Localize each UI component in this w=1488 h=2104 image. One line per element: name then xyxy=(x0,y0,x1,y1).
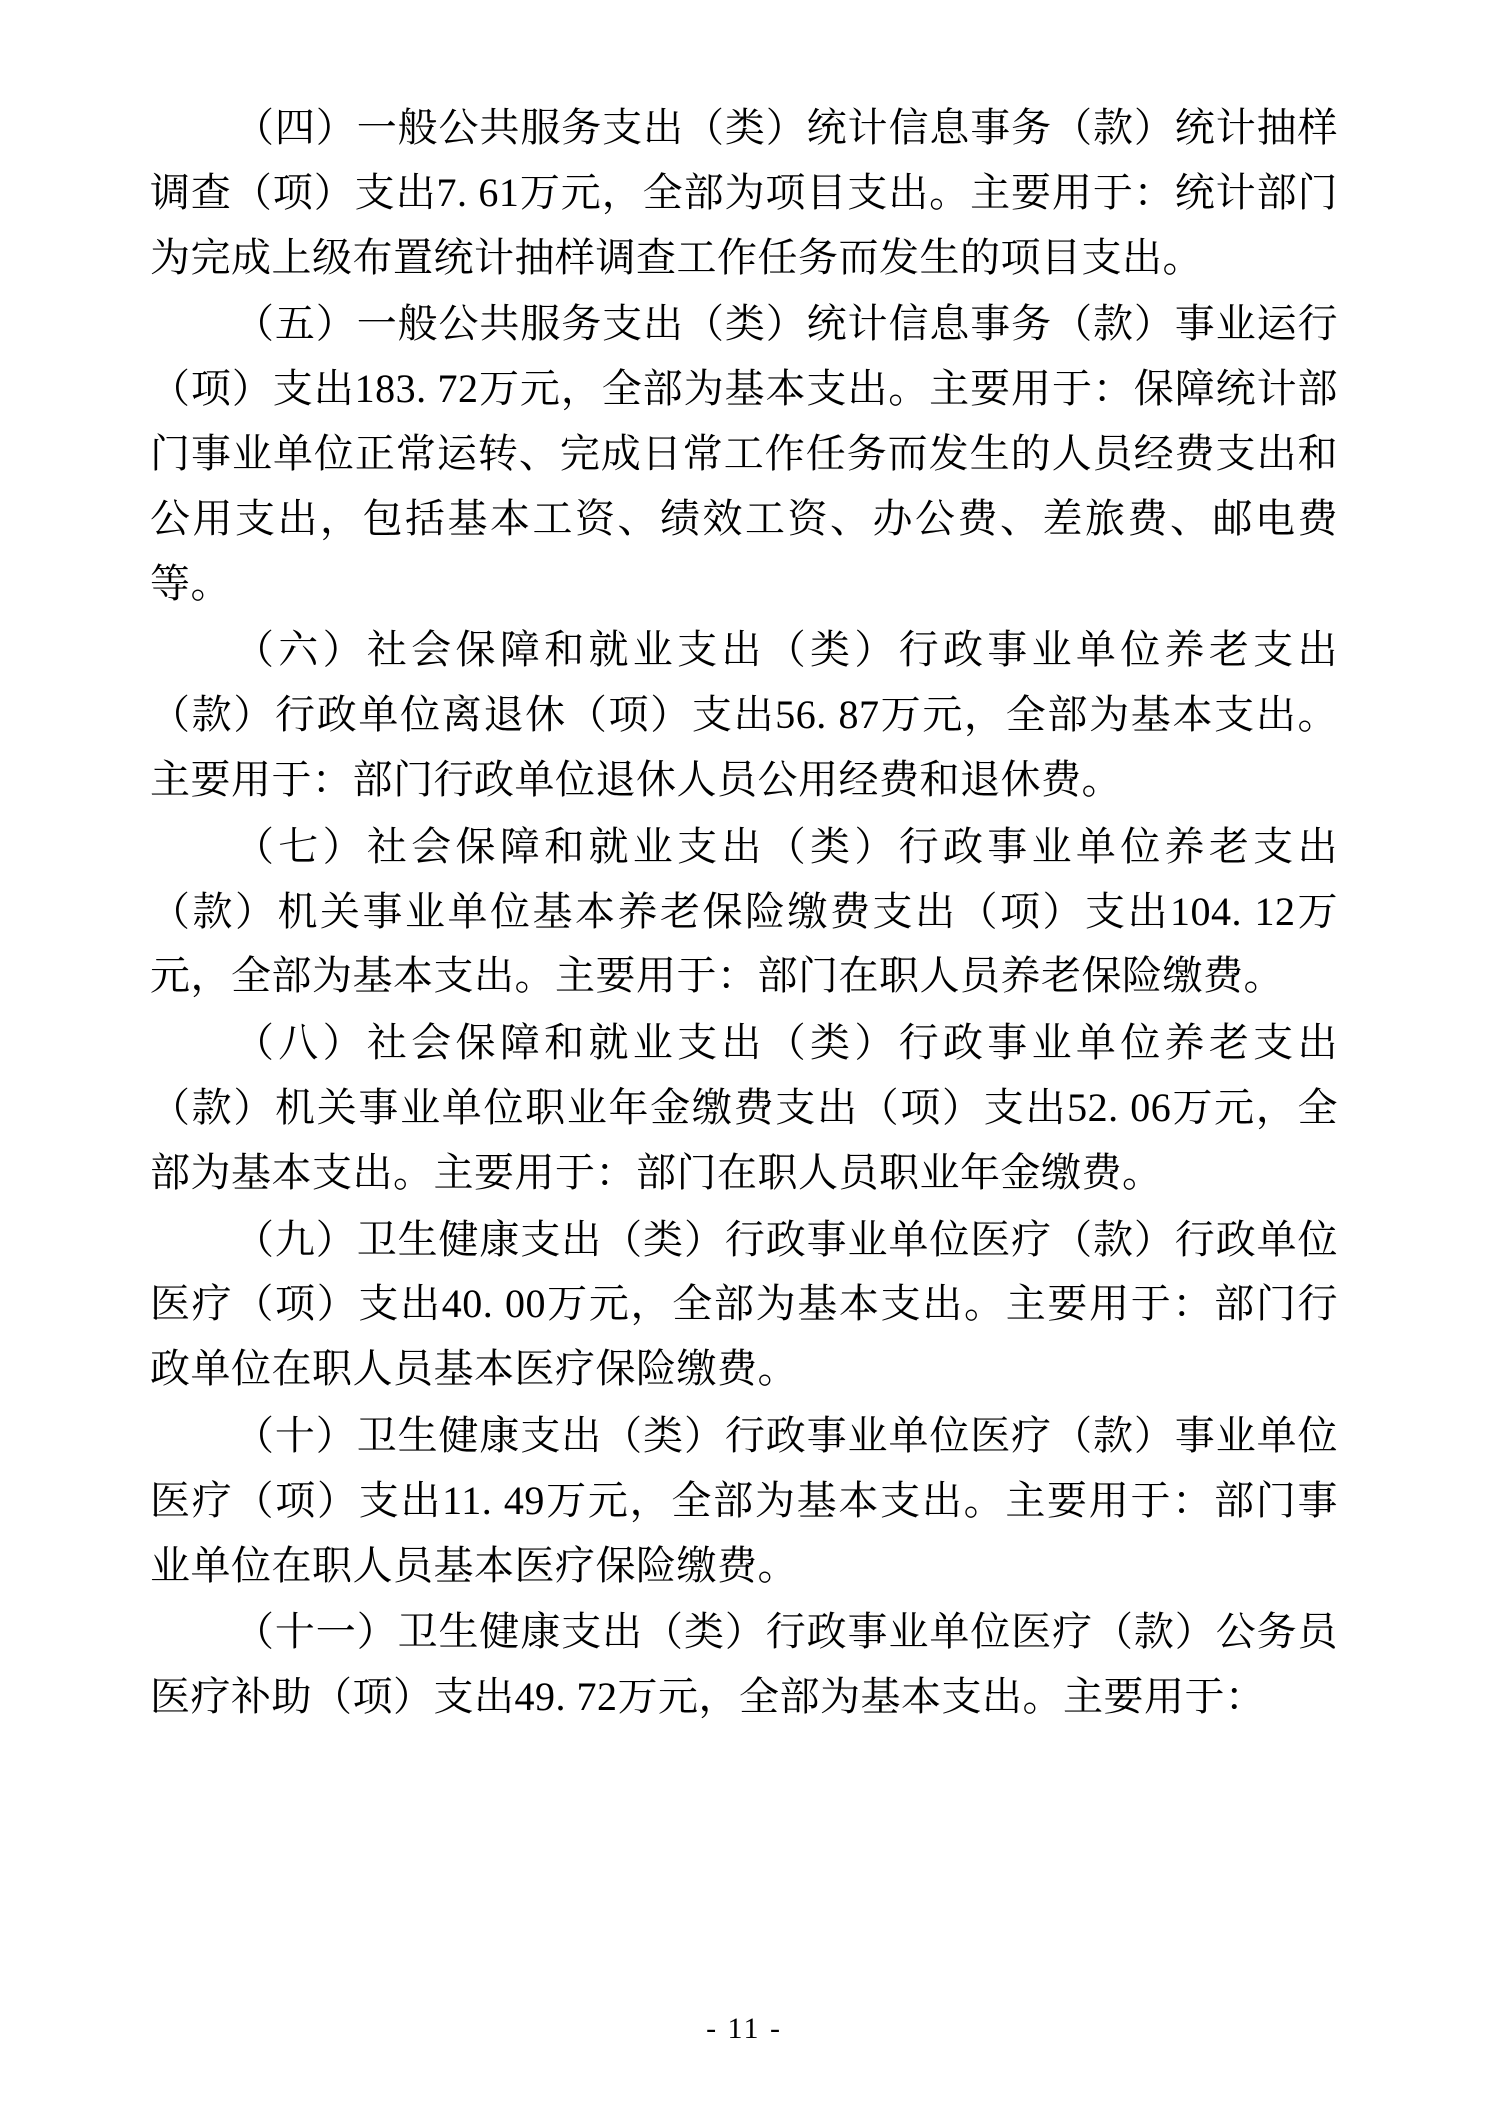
paragraph-9: （九）卫生健康支出（类）行政事业单位医疗（款）行政单位医疗（项）支出40. 00万元，全部为基本支出。主要用于：部门行政单位在职人员基本医疗保险缴费。 xyxy=(150,1216,1338,1392)
paragraph-6: （六）社会保障和就业支出（类）行政事业单位养老支出（款）行政单位离退休（项）支出56. 87万元，全部为基本支出。主要用于：部门行政单位退休人员公用经费和退休费。 xyxy=(150,627,1338,802)
paragraph-11: （十一）卫生健康支出（类）行政事业单位医疗（款）公务员医疗补助（项）支出49. 72万元，全部为基本支出。主要用于： xyxy=(150,1609,1338,1720)
paragraph-4: （四）一般公共服务支出（类）统计信息事务（款）统计抽样调查（项）支出7. 61万元，全部为项目支出。主要用于：统计部门为完成上级布置统计抽样调查工作任务而发生的项目支出。 xyxy=(150,105,1338,280)
page-number: - 11 - xyxy=(706,2012,782,2045)
paragraph-5: （五）一般公共服务支出（类）统计信息事务（款）事业运行（项）支出183. 72万元，全部为基本支出。主要用于：保障统计部门事业单位正常运转、完成日常工作任务而发生的人员经费支出和公用支出，包括基本工资、绩效工资、办公费、差旅费、邮电费等。 xyxy=(150,301,1338,606)
paragraph-8: （八）社会保障和就业支出（类）行政事业单位养老支出（款）机关事业单位职业年金缴费支出（项）支出52. 06万元，全部为基本支出。主要用于：部门在职人员职业年金缴费。 xyxy=(150,1020,1338,1195)
document-body xyxy=(150,96,1338,1730)
paragraph-7: （七）社会保障和就业支出（类）行政事业单位养老支出（款）机关事业单位基本养老保险缴费支出（项）支出104. 12万元，全部为基本支出。主要用于：部门在职人员养老保险缴费。 xyxy=(150,823,1338,999)
paragraph-10: （十）卫生健康支出（类）行政事业单位医疗（款）事业单位医疗（项）支出11. 49万元，全部为基本支出。主要用于：部门事业单位在职人员基本医疗保险缴费。 xyxy=(150,1412,1338,1588)
